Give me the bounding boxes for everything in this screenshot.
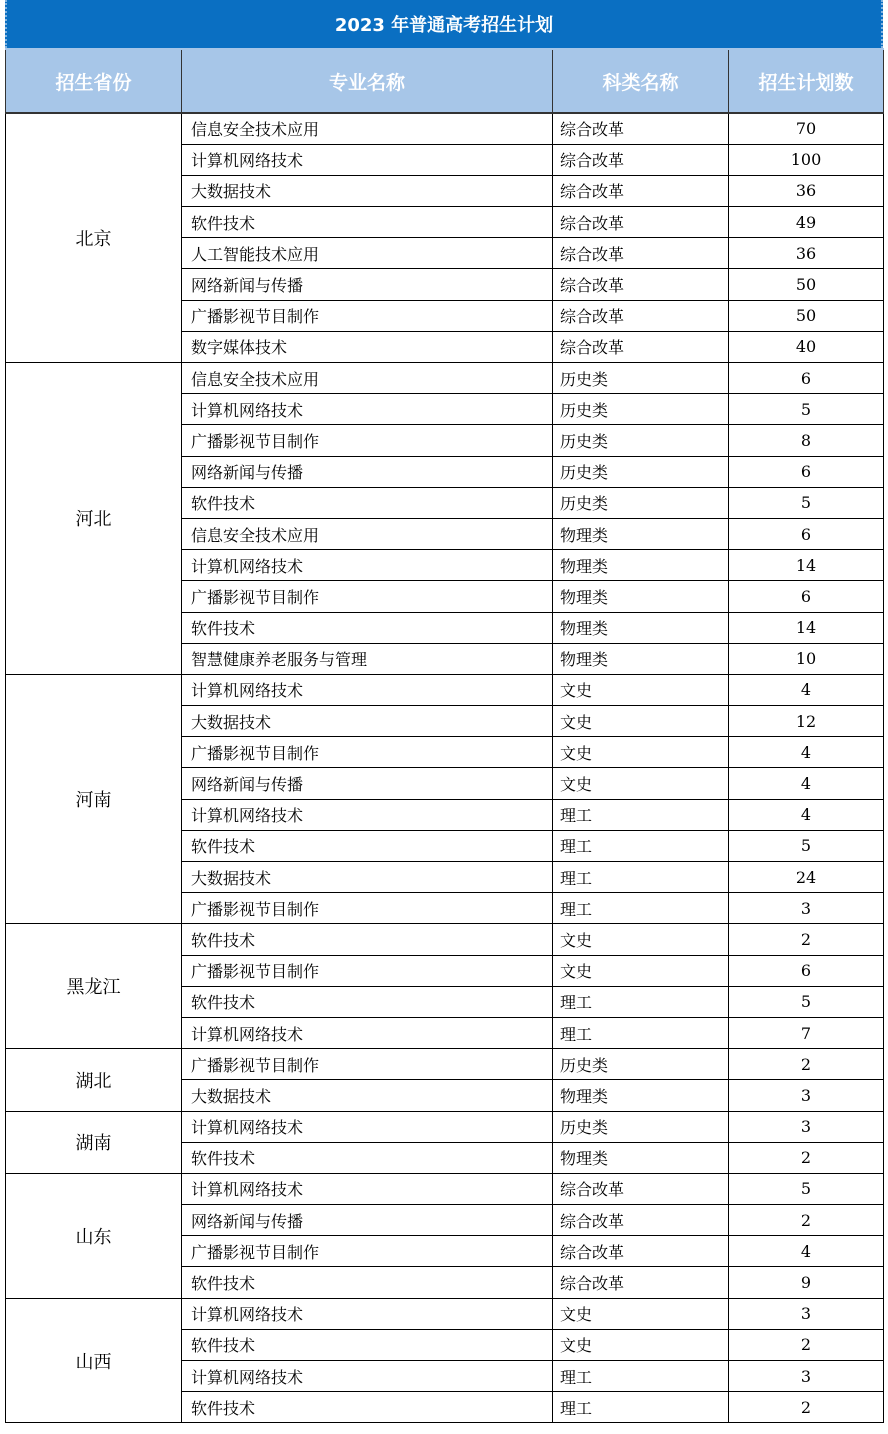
category-cell: 理工 xyxy=(553,799,729,830)
major-cell: 计算机网络技术 xyxy=(182,674,553,705)
table-row xyxy=(6,674,884,705)
major-cell: 计算机网络技术 xyxy=(182,394,553,425)
major-cell: 广播影视节目制作 xyxy=(182,1236,553,1267)
admission-plan-document xyxy=(5,0,883,1423)
category-cell: 历史类 xyxy=(553,363,729,394)
category-cell: 理工 xyxy=(553,1361,729,1392)
count-cell: 6 xyxy=(729,456,884,487)
count-cell: 12 xyxy=(729,706,884,737)
category-cell: 理工 xyxy=(553,893,729,924)
admission-plan-table xyxy=(5,48,884,1423)
count-cell: 5 xyxy=(729,394,884,425)
major-cell: 信息安全技术应用 xyxy=(182,518,553,549)
category-cell: 综合改革 xyxy=(553,1236,729,1267)
table-row xyxy=(6,363,884,394)
major-cell: 软件技术 xyxy=(182,612,553,643)
count-cell: 2 xyxy=(729,924,884,955)
major-cell: 计算机网络技术 xyxy=(182,1298,553,1329)
province-cell: 山东 xyxy=(6,1173,182,1298)
major-cell: 软件技术 xyxy=(182,1392,553,1423)
category-cell: 综合改革 xyxy=(553,207,729,238)
count-cell: 50 xyxy=(729,269,884,300)
header-province: 招生省份 xyxy=(6,49,182,113)
category-cell: 文史 xyxy=(553,706,729,737)
count-cell: 6 xyxy=(729,955,884,986)
table-row xyxy=(6,1111,884,1142)
header-row xyxy=(6,49,884,113)
count-cell: 70 xyxy=(729,113,884,144)
major-cell: 信息安全技术应用 xyxy=(182,363,553,394)
major-cell: 计算机网络技术 xyxy=(182,1361,553,1392)
category-cell: 综合改革 xyxy=(553,331,729,362)
major-cell: 计算机网络技术 xyxy=(182,799,553,830)
major-cell: 大数据技术 xyxy=(182,175,553,206)
count-cell: 2 xyxy=(729,1049,884,1080)
count-cell: 100 xyxy=(729,144,884,175)
major-cell: 广播影视节目制作 xyxy=(182,300,553,331)
major-cell: 软件技术 xyxy=(182,487,553,518)
table-row xyxy=(6,113,884,144)
province-cell: 山西 xyxy=(6,1298,182,1423)
count-cell: 3 xyxy=(729,893,884,924)
category-cell: 综合改革 xyxy=(553,1267,729,1298)
category-cell: 文史 xyxy=(553,955,729,986)
major-cell: 软件技术 xyxy=(182,1329,553,1360)
category-cell: 历史类 xyxy=(553,425,729,456)
count-cell: 4 xyxy=(729,737,884,768)
category-cell: 综合改革 xyxy=(553,175,729,206)
major-cell: 广播影视节目制作 xyxy=(182,581,553,612)
count-cell: 9 xyxy=(729,1267,884,1298)
count-cell: 40 xyxy=(729,331,884,362)
major-cell: 软件技术 xyxy=(182,830,553,861)
count-cell: 4 xyxy=(729,799,884,830)
major-cell: 网络新闻与传播 xyxy=(182,269,553,300)
major-cell: 人工智能技术应用 xyxy=(182,238,553,269)
category-cell: 物理类 xyxy=(553,1080,729,1111)
count-cell: 2 xyxy=(729,1142,884,1173)
category-cell: 文史 xyxy=(553,768,729,799)
province-cell: 河北 xyxy=(6,363,182,675)
table-row xyxy=(6,1173,884,1204)
major-cell: 广播影视节目制作 xyxy=(182,955,553,986)
major-cell: 大数据技术 xyxy=(182,706,553,737)
count-cell: 3 xyxy=(729,1080,884,1111)
category-cell: 综合改革 xyxy=(553,1205,729,1236)
major-cell: 软件技术 xyxy=(182,924,553,955)
category-cell: 综合改革 xyxy=(553,1173,729,1204)
major-cell: 智慧健康养老服务与管理 xyxy=(182,643,553,674)
count-cell: 5 xyxy=(729,487,884,518)
count-cell: 3 xyxy=(729,1361,884,1392)
header-category: 科类名称 xyxy=(553,49,729,113)
major-cell: 网络新闻与传播 xyxy=(182,456,553,487)
category-cell: 历史类 xyxy=(553,394,729,425)
count-cell: 2 xyxy=(729,1205,884,1236)
category-cell: 文史 xyxy=(553,737,729,768)
province-cell: 北京 xyxy=(6,113,182,363)
major-cell: 网络新闻与传播 xyxy=(182,768,553,799)
major-cell: 广播影视节目制作 xyxy=(182,1049,553,1080)
major-cell: 大数据技术 xyxy=(182,1080,553,1111)
count-cell: 24 xyxy=(729,862,884,893)
category-cell: 物理类 xyxy=(553,1142,729,1173)
category-cell: 综合改革 xyxy=(553,113,729,144)
category-cell: 文史 xyxy=(553,1329,729,1360)
count-cell: 6 xyxy=(729,363,884,394)
table-title: 2023 年普通高考招生计划 xyxy=(5,0,883,48)
category-cell: 文史 xyxy=(553,924,729,955)
major-cell: 广播影视节目制作 xyxy=(182,425,553,456)
count-cell: 6 xyxy=(729,518,884,549)
count-cell: 3 xyxy=(729,1111,884,1142)
count-cell: 2 xyxy=(729,1329,884,1360)
count-cell: 3 xyxy=(729,1298,884,1329)
major-cell: 计算机网络技术 xyxy=(182,550,553,581)
category-cell: 历史类 xyxy=(553,1049,729,1080)
count-cell: 6 xyxy=(729,581,884,612)
category-cell: 综合改革 xyxy=(553,300,729,331)
category-cell: 综合改革 xyxy=(553,144,729,175)
major-cell: 网络新闻与传播 xyxy=(182,1205,553,1236)
count-cell: 14 xyxy=(729,550,884,581)
table-body xyxy=(6,113,884,1423)
province-cell: 河南 xyxy=(6,674,182,924)
major-cell: 大数据技术 xyxy=(182,862,553,893)
table-row xyxy=(6,1298,884,1329)
count-cell: 4 xyxy=(729,1236,884,1267)
province-cell: 黑龙江 xyxy=(6,924,182,1049)
major-cell: 软件技术 xyxy=(182,1267,553,1298)
major-cell: 数字媒体技术 xyxy=(182,331,553,362)
count-cell: 7 xyxy=(729,1017,884,1048)
count-cell: 2 xyxy=(729,1392,884,1423)
major-cell: 计算机网络技术 xyxy=(182,1173,553,1204)
category-cell: 文史 xyxy=(553,1298,729,1329)
count-cell: 4 xyxy=(729,768,884,799)
count-cell: 36 xyxy=(729,175,884,206)
category-cell: 历史类 xyxy=(553,456,729,487)
header-major: 专业名称 xyxy=(182,49,553,113)
count-cell: 49 xyxy=(729,207,884,238)
count-cell: 50 xyxy=(729,300,884,331)
category-cell: 物理类 xyxy=(553,643,729,674)
category-cell: 物理类 xyxy=(553,612,729,643)
major-cell: 软件技术 xyxy=(182,986,553,1017)
category-cell: 理工 xyxy=(553,1392,729,1423)
category-cell: 物理类 xyxy=(553,581,729,612)
category-cell: 综合改革 xyxy=(553,269,729,300)
province-cell: 湖南 xyxy=(6,1111,182,1173)
table-row xyxy=(6,924,884,955)
major-cell: 广播影视节目制作 xyxy=(182,737,553,768)
header-count: 招生计划数 xyxy=(729,49,884,113)
major-cell: 信息安全技术应用 xyxy=(182,113,553,144)
count-cell: 8 xyxy=(729,425,884,456)
major-cell: 计算机网络技术 xyxy=(182,1111,553,1142)
table-row xyxy=(6,1049,884,1080)
category-cell: 理工 xyxy=(553,830,729,861)
category-cell: 文史 xyxy=(553,674,729,705)
category-cell: 理工 xyxy=(553,986,729,1017)
category-cell: 综合改革 xyxy=(553,238,729,269)
major-cell: 计算机网络技术 xyxy=(182,1017,553,1048)
major-cell: 软件技术 xyxy=(182,207,553,238)
province-cell: 湖北 xyxy=(6,1049,182,1111)
count-cell: 10 xyxy=(729,643,884,674)
category-cell: 历史类 xyxy=(553,1111,729,1142)
category-cell: 历史类 xyxy=(553,487,729,518)
count-cell: 36 xyxy=(729,238,884,269)
category-cell: 理工 xyxy=(553,862,729,893)
count-cell: 14 xyxy=(729,612,884,643)
category-cell: 物理类 xyxy=(553,518,729,549)
major-cell: 计算机网络技术 xyxy=(182,144,553,175)
count-cell: 4 xyxy=(729,674,884,705)
count-cell: 5 xyxy=(729,986,884,1017)
category-cell: 理工 xyxy=(553,1017,729,1048)
category-cell: 物理类 xyxy=(553,550,729,581)
major-cell: 软件技术 xyxy=(182,1142,553,1173)
count-cell: 5 xyxy=(729,830,884,861)
major-cell: 广播影视节目制作 xyxy=(182,893,553,924)
count-cell: 5 xyxy=(729,1173,884,1204)
